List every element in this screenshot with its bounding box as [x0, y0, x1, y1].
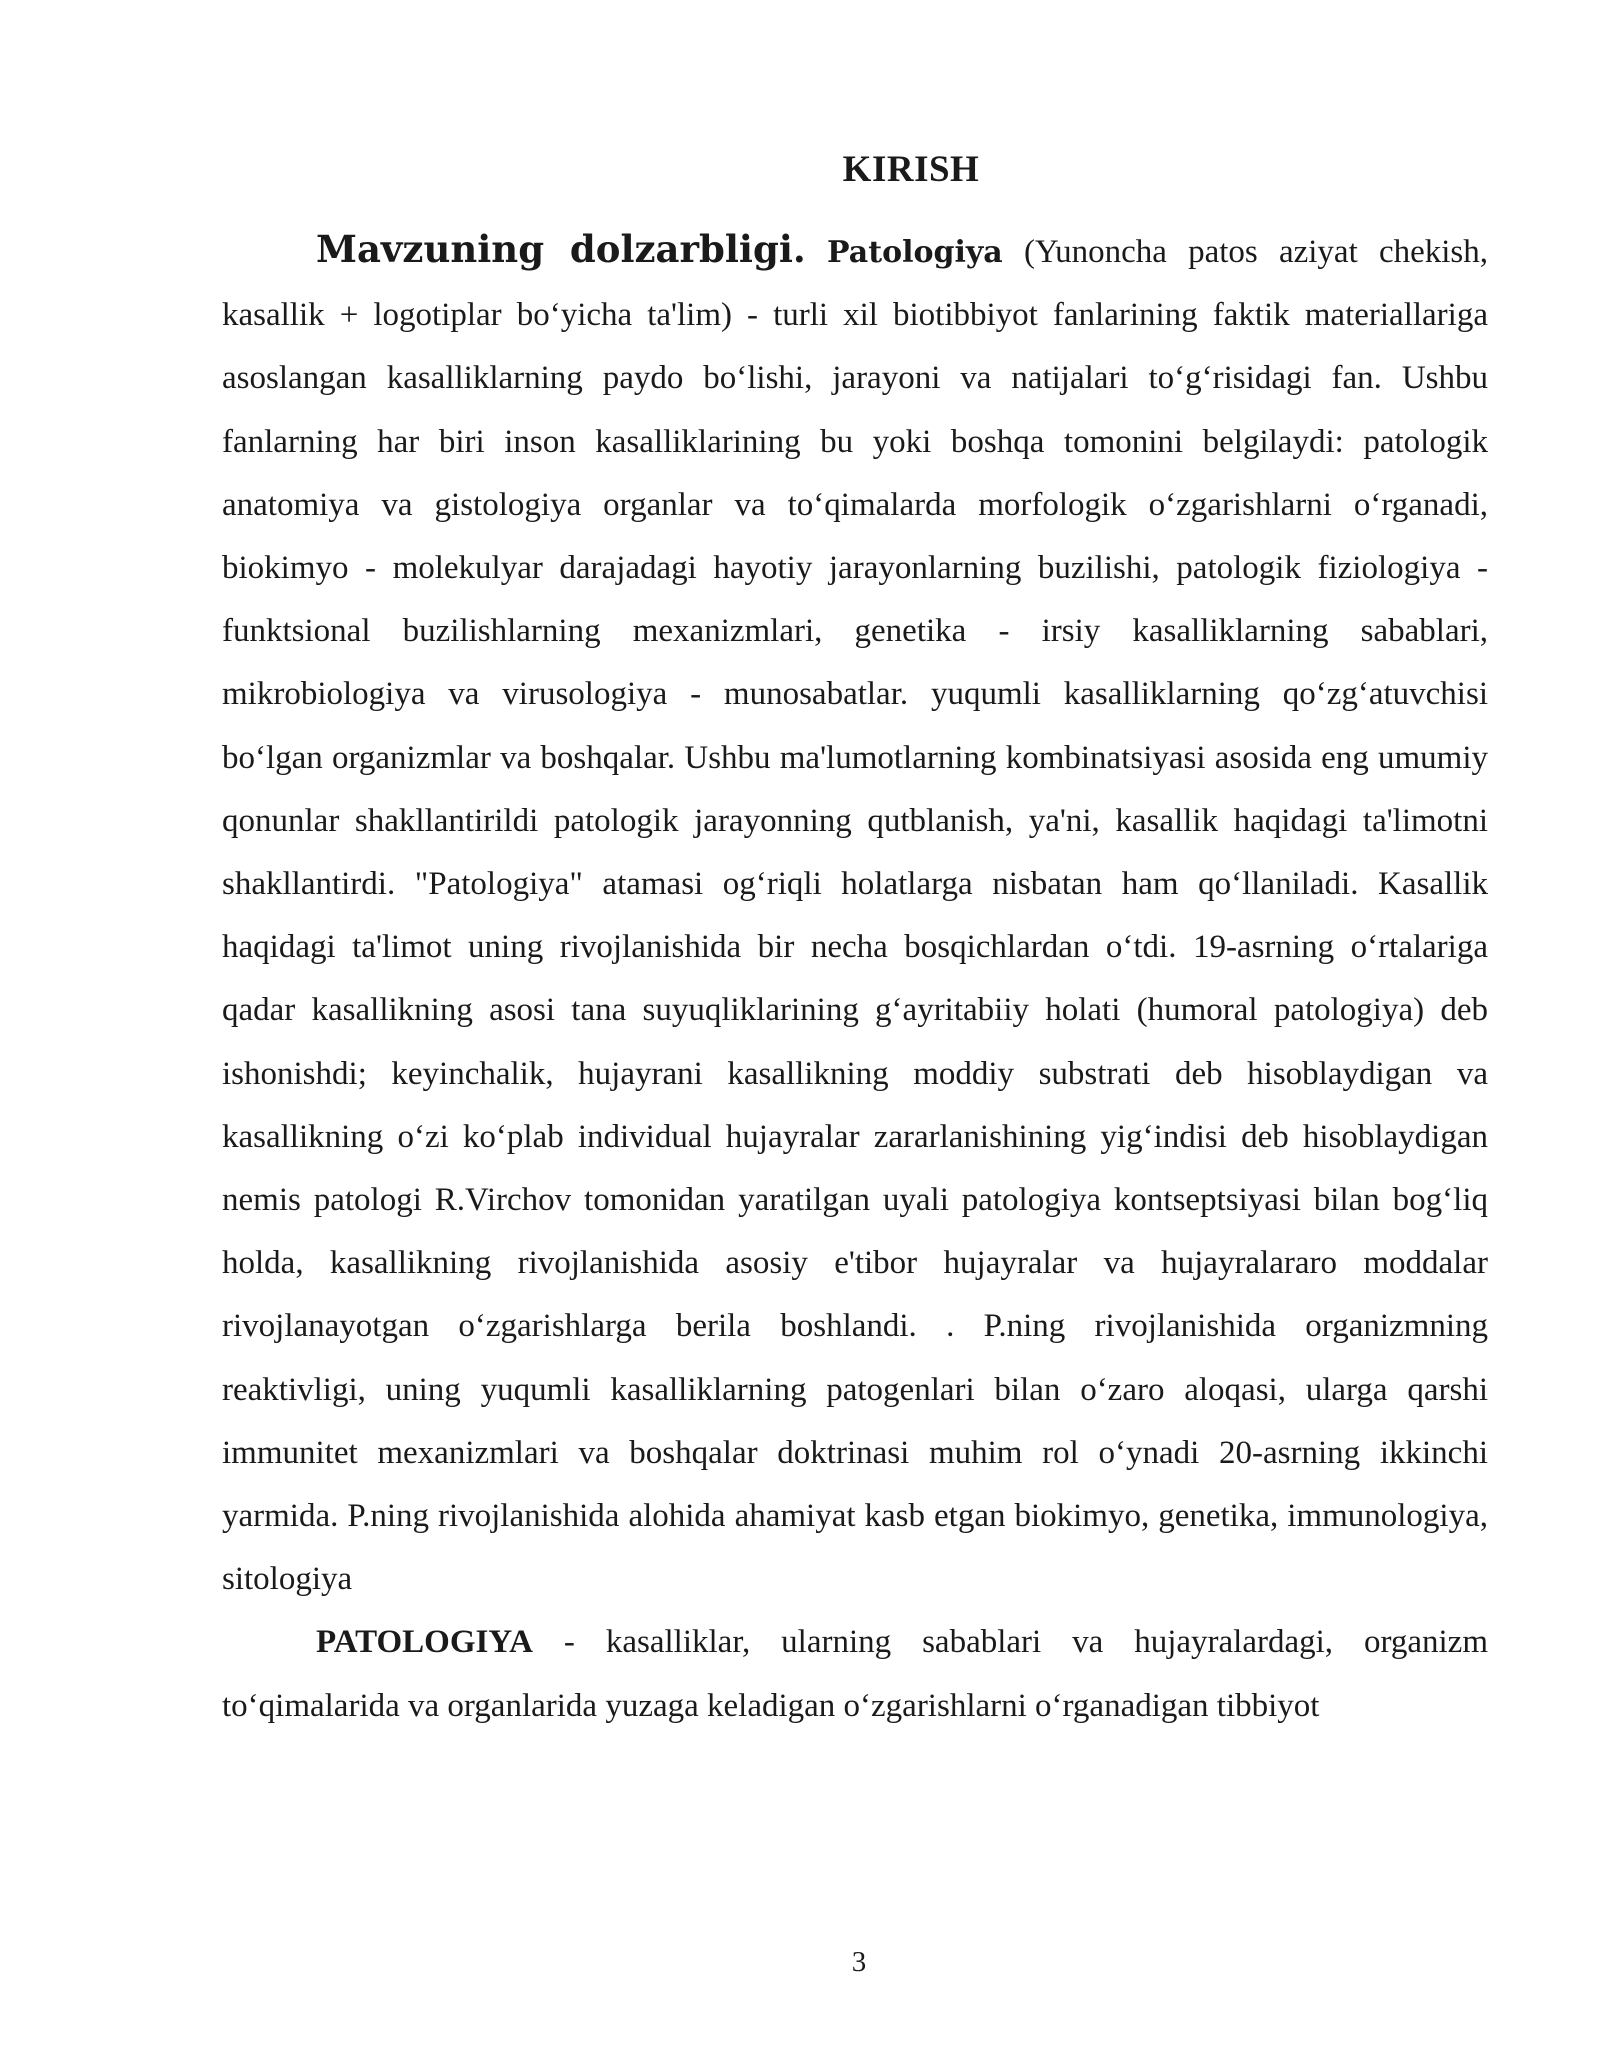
page-number: 3 — [851, 1946, 867, 1978]
body-text — [222, 218, 1488, 1738]
pathology-definition-term: PATOLOGIYA — [316, 1624, 533, 1661]
relevance-lead: Mavzuning dolzarbligi. — [316, 227, 806, 271]
paragraph-definition-text: - kasalliklar, ularning sabablari va hujayralardagi, organizm to‘qimalarida va organlarida yuzaga keladigan o‘zgarishlarni o‘rganadigan tibbiyot — [222, 1624, 1488, 1724]
pathology-term: Patologiya — [827, 235, 1003, 270]
paragraph-relevance — [222, 218, 1488, 1611]
section-heading: KIRISH — [842, 149, 980, 190]
paragraph-definition — [222, 1611, 1488, 1737]
paragraph-relevance-text: (Yunoncha patos aziyat chekish, kasallik + logotiplar bo‘yicha ta'lim) - turli xil biotibbiyot fanlarining faktik materiallariga asoslangan kasalliklarning paydo bo‘lishi, jarayoni va natijalari to‘g‘risidagi fan. Ushbu fanlarning har biri inson kasalliklarining bu yoki boshqa tomonini belgilaydi: patologik anatomiya va gistologiya organlar va to‘qimalarda morfologik o‘zgarishlarni o‘rganadi, biokimyo - molekulyar darajadagi hayotiy jarayonlarning buzilishi, patologik fiziologiya - funktsional buzilishlarning mexanizmlari, genetika - irsiy kasalliklarning sabablari, mikrobiologiya va virusologiya - munosabatlar. yuqumli kasalliklarning qo‘zg‘atuvchisi bo‘lgan organizmlar va boshqalar. Ushbu ma'lumotlarning kombinatsiyasi asosida eng umumiy qonunlar shakllantirildi patologik jarayonning qutblanish, ya'ni, kasallik haqidagi ta'limotni shakllantirdi. "Patologiya" atamasi og‘riqli holatlarga nisbatan ham qo‘llaniladi. Kasallik haqidagi ta'limot uning rivojlanishida bir necha bosqichlardan o‘tdi. 19-asrning o‘rtalariga qadar kasallikning asosi tana suyuqliklarining g‘ayritabiiy holati (humoral patologiya) deb ishonishdi; keyinchalik, hujayrani kasallikning moddiy substrati deb hisoblaydigan va kasallikning o‘zi ko‘plab individual hujayralar zararlanishining yig‘indisi deb hisoblaydigan nemis patologi R.Virchov tomonidan yaratilgan uyali patologiya kontseptsiyasi bilan bog‘liq holda, kasallikning rivojlanishida asosiy e'tibor hujayralar va hujayralararo moddalar rivojlanayotgan o‘zgarishlarga berila boshlandi. . P.ning rivojlanishida organizmning reaktivligi, uning yuqumli kasalliklarning patogenlari bilan o‘zaro aloqasi, ularga qarshi immunitet mexanizmlari va boshqalar doktrinasi muhim rol o‘ynadi 20-asrning ikkinchi yarmida. P.ning rivojlanishida alohida ahamiyat kasb etgan biokimyo, genetika, immunologiya, sitologiya — [222, 234, 1489, 1598]
